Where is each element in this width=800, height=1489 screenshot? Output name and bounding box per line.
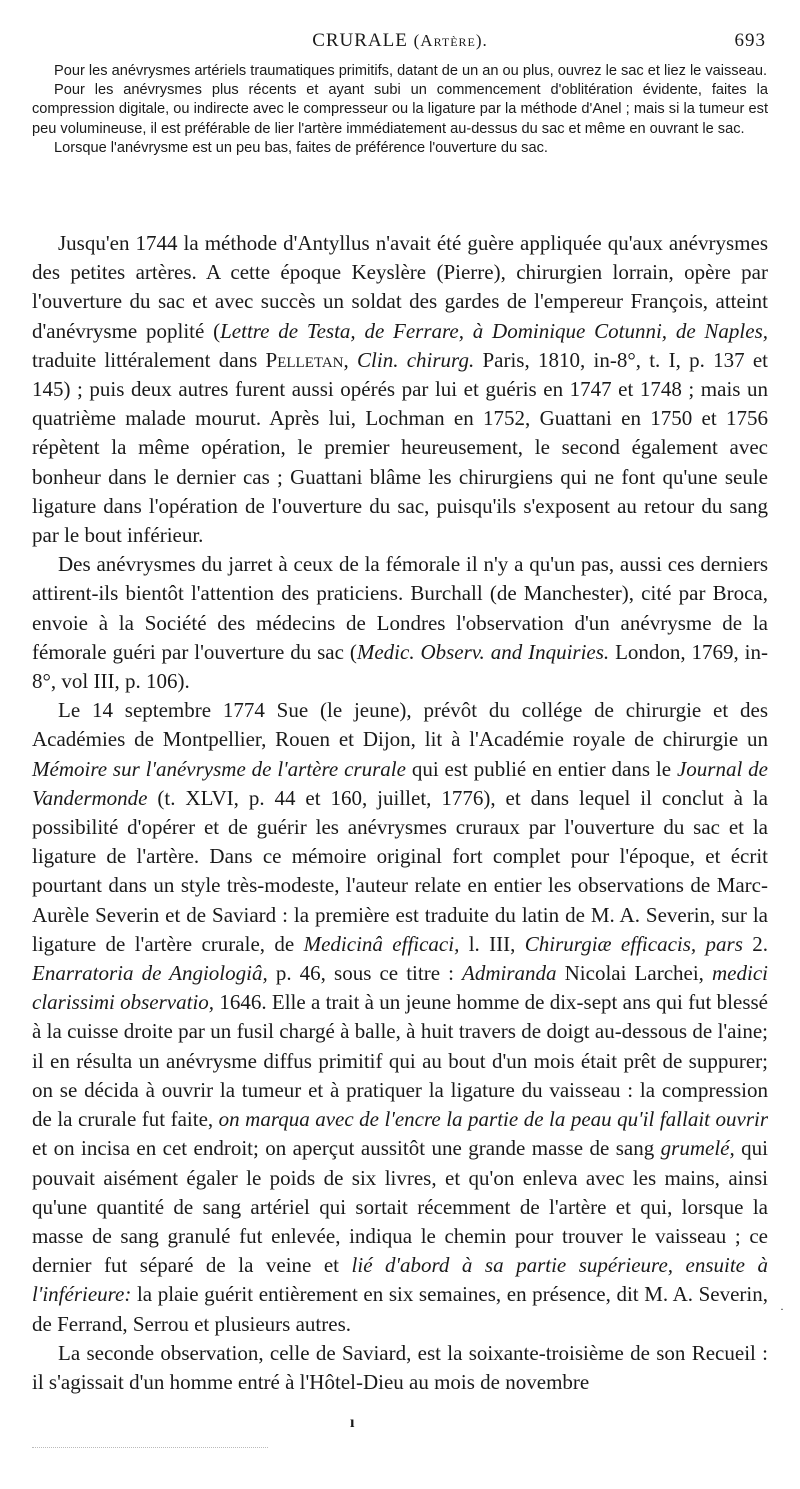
text-run: Paris, 1810, in-8°, t. I, p. 137 et 145) ; puis deux autres furent aussi opérés par lui et guéris en 1747 et 1748 ; mais un quatrième malade mourut. Après lui, Lochman en 1752, Guattani en 1750 et 1756 répètent la même opération, le premier heureusement, le second également avec bonheur dans le dernier cas ; Guattani blâme les chirurgiens qui ne font qu'une seule ligature dans l'opération de l'ouverture du sac, puisqu'ils s'exposent au retour du sang par le bout inférieur.: [32, 347, 769, 548]
text-run: qui est publié en entier dans le: [405, 756, 677, 781]
text-run: Le 14 septembre 1774 Sue (le jeune), prévôt du collége de chirurgie et des Académies de Montpellier, Rouen et Dijon, lit à l'Académie royale de chirurgie un: [32, 698, 768, 752]
page-number: 693: [734, 30, 766, 51]
italic-title: Enarratoria de Angiologiâ,: [32, 961, 268, 986]
body-paragraph: La seconde observation, celle de Saviard, est la soixante-troisième de son Recueil : il s'agissait d'un homme entré à l'Hôtel-Dieu au mois de novembre: [32, 1340, 768, 1394]
italic-citation: Medic. Observ. and Inquiries.: [356, 639, 610, 664]
running-title-parenthetical: (Artère).: [413, 31, 488, 50]
note-paragraph: Pour les anévrysmes artériels traumatiques primitifs, datant de un an ou plus, ouvrez le sac et liez le vaisseau.: [54, 63, 768, 79]
text-run: l. III,: [459, 931, 525, 956]
body-paragraph: [32, 550, 768, 696]
text-run: la plaie guérit entièrement en six semaines, en présence, dit M. A. Severin, de Ferrand, Serrou et plusieurs autres.: [32, 1282, 768, 1336]
main-text: [32, 229, 768, 1397]
text-run: qui pouvait aisément égaler le poids de six livres, et qu'on enleva avec les mains, ainsi qu'une quantité de sang artériel qui sortait récemment de l'artère et qui, lorsque la masse de sang granulé fut enlevée, indiqua le chemin pour trouver le vaisseau ; ce dernier fut séparé de la veine et: [32, 1136, 768, 1278]
text-run: Nicolai Larchei,: [556, 961, 713, 986]
text-run: ,: [343, 347, 358, 372]
small-caps-author: Pelletan: [265, 347, 344, 372]
body-paragraph: [32, 229, 768, 550]
italic-quote: lié d'abord à sa partie supérieure, ensuite à l'inférieure:: [32, 1253, 768, 1307]
running-head: [32, 30, 768, 54]
running-title: [32, 30, 768, 52]
note-paragraph: Lorsque l'anévrysme est un peu bas, faites de préférence l'ouverture du sac.: [54, 139, 548, 156]
margin-speck: ·: [780, 1302, 784, 1316]
note-paragraph: Pour les anévrysmes plus récents et ayant subi un commencement d'oblitération évidente, faites la compression digitale, ou indirecte avec le compresseur ou la ligature par la méthode d'Anel ; mais si la tumeur est peu volumineuse, il est préférable de lier l'artère immédiatement au-dessus du sac et même en ouvrant le sac.: [32, 82, 768, 137]
italic-citation: Clin. chirurg.: [357, 347, 475, 372]
print-speck: ı: [350, 1414, 355, 1431]
text-run: traduite littéralement dans: [32, 347, 266, 372]
text-run: Des anévrysmes du jarret à ceux de la fémorale il n'y a qu'un pas, aussi ces derniers attirent-ils bientôt l'attention des praticiens. Burchall (de Manchester), cité par Broca, envoie à la Société des médecins de Londres l'observation d'un anévrysme de la fémorale guéri par l'ouverture du sac (: [32, 552, 768, 664]
italic-title: Medicinâ efficaci,: [303, 931, 460, 956]
italic-title: medici clarissimi observatio,: [32, 961, 768, 1015]
footer-dotted-rule: [32, 1447, 268, 1448]
summary-note: [32, 62, 768, 158]
text-run: (t. XLVI, p. 44 et 160, juillet, 1776), et dans lequel il conclut à la possibilité d'opérer et de guérir les anévrysmes cruraux par l'ouverture du sac et la ligature de l'artère. Dans ce mémoire original fort complet pour l'époque, et écrit pourtant dans un style très-modeste, l'auteur relate en entier les observations de Marc-Aurèle Severin et de Saviard : la première est traduite du latin de M. A. Severin, sur la ligature de l'artère crurale, de: [32, 785, 768, 956]
italic-citation: Lettre de Testa, de Ferrare, à Dominique Cotunni, de Naples,: [220, 318, 768, 343]
text-run: 1646. Elle a trait à un jeune homme de dix-sept ans qui fut blessé à la cuisse droite par un fusil chargé à balle, à huit travers de doigt au-dessous de l'aine; il en résulta un anévrysme diffus primitif qui au bout d'un mois était prêt de suppurer; on se décida à ouvrir la tumeur et à pratiquer la ligature du vaisseau : la compression de la crurale fut faite,: [32, 990, 769, 1132]
running-title-word: CRURALE: [312, 30, 408, 51]
text-run: p. 46, sous ce titre :: [267, 961, 463, 986]
text-run: et on incisa en cet endroit; on aperçut aussitôt une grande masse de sang: [32, 1136, 661, 1161]
text-run: 2.: [742, 931, 769, 956]
italic-title: Chirurgiæ efficacis, pars: [524, 931, 743, 956]
italic-title: Journal de Vandermonde: [32, 756, 768, 810]
italic-term: grumelé,: [660, 1136, 735, 1161]
text-run: Jusqu'en 1744 la méthode d'Antyllus n'avait été guère appliquée qu'aux anévrysmes des petites artères. A cette époque Keyslère (Pierre), chirurgien lorrain, opère par l'ouverture du sac et avec succès un soldat des gardes de l'empereur François, atteint d'anévrysme poplité (: [32, 231, 768, 343]
text-run: London, 1769, in-8°, vol III, p. 106).: [32, 639, 769, 694]
italic-title: Mémoire sur l'anévrysme de l'artère crurale: [32, 756, 406, 781]
body-paragraph: [32, 696, 768, 1338]
italic-title: Admiranda: [462, 961, 557, 986]
italic-quote: on marqua avec de l'encre la partie de la peau qu'il fallait ouvrir: [218, 1107, 769, 1132]
